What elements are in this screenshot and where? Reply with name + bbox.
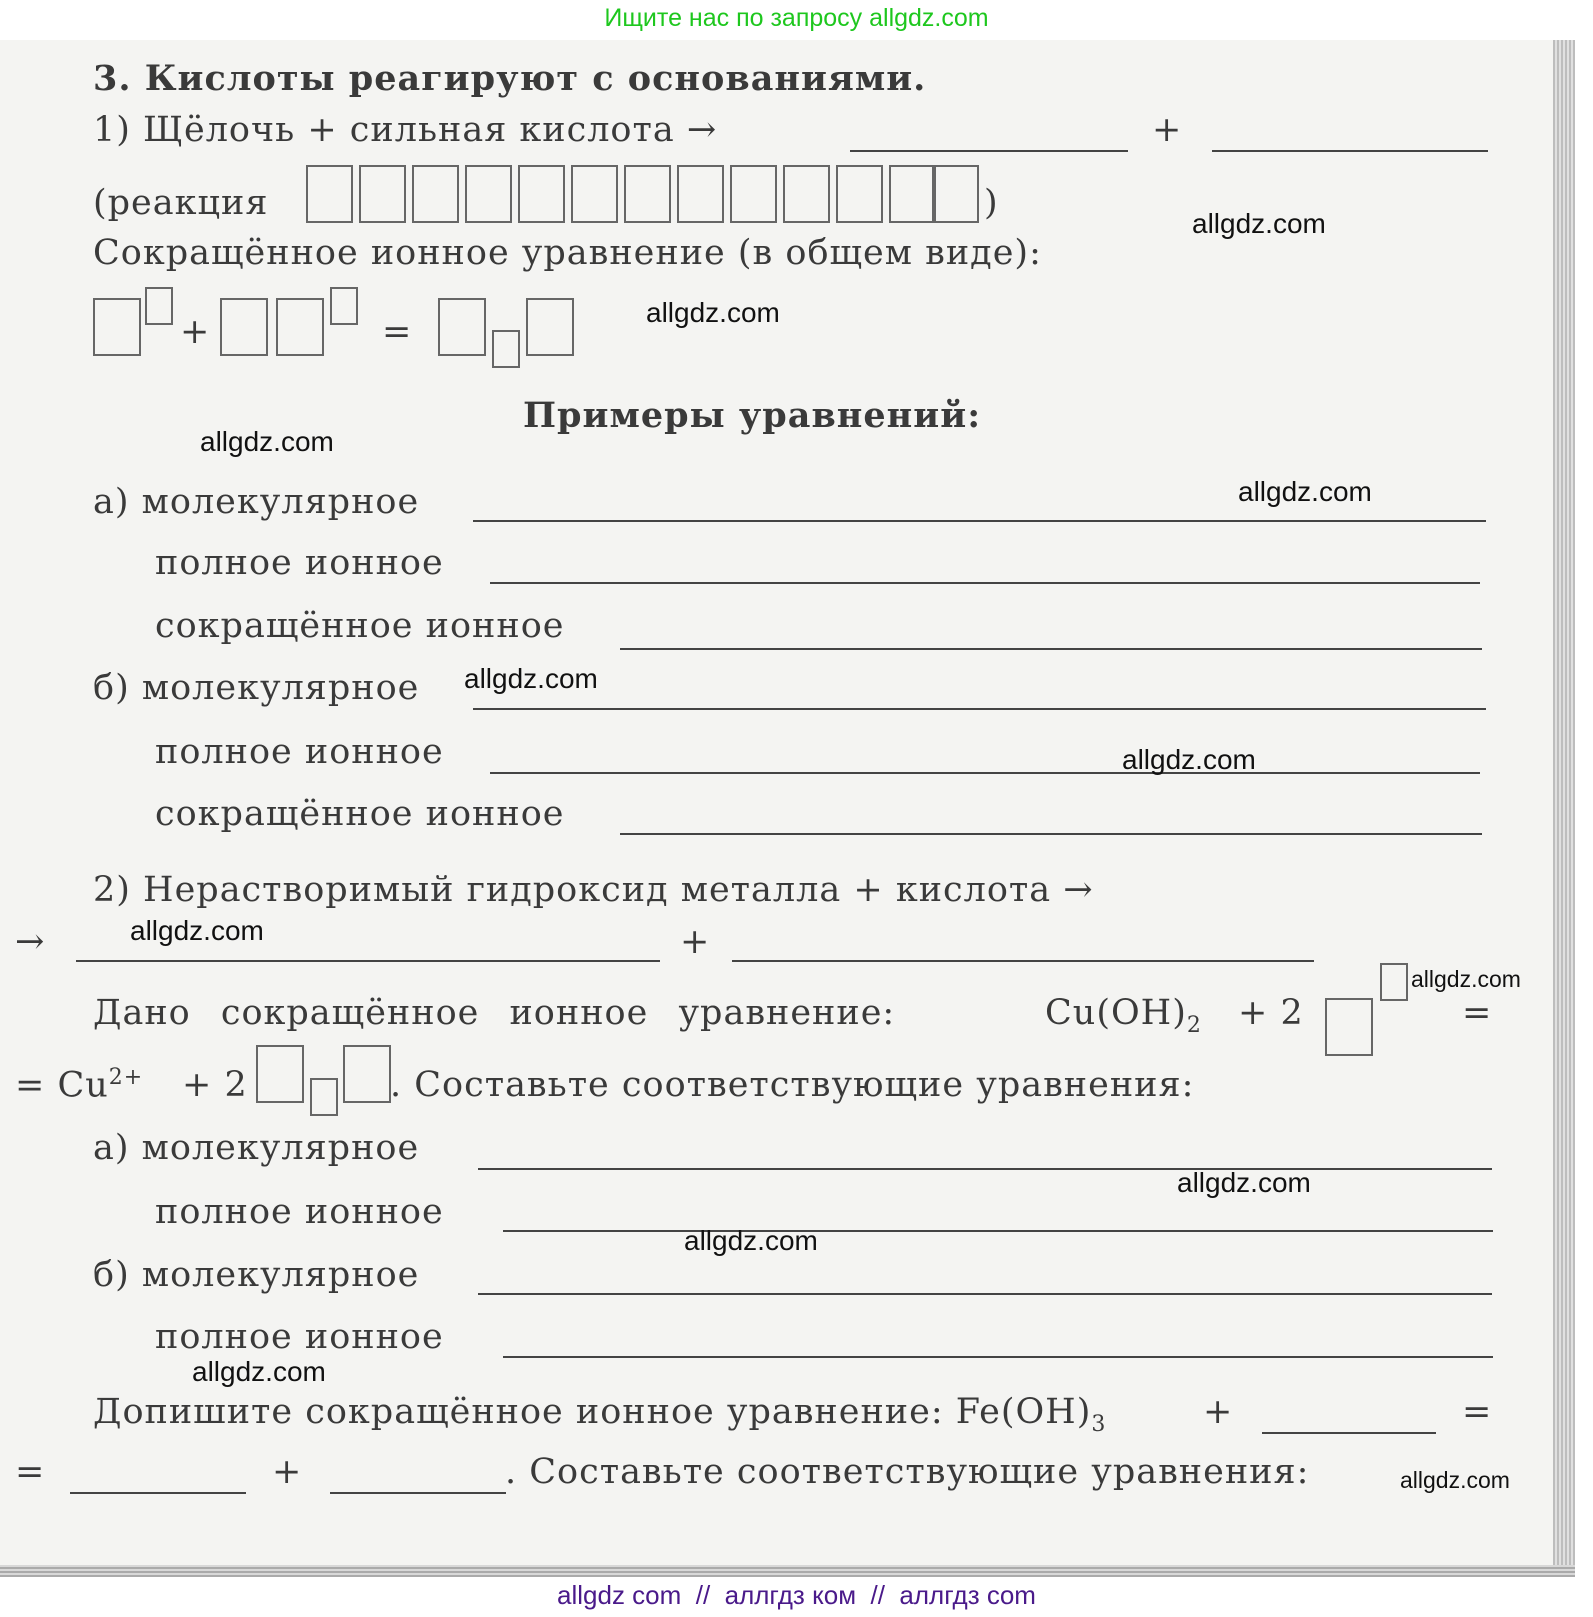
watermark: allgdz.com bbox=[1177, 1167, 1311, 1198]
item1-scheme: 1) Щёлочь + сильная кислота → bbox=[93, 110, 718, 150]
complete-label bbox=[93, 1392, 1106, 1437]
letter-box[interactable] bbox=[624, 165, 671, 223]
letter-box[interactable] bbox=[783, 165, 830, 223]
answer-line[interactable] bbox=[478, 1293, 1492, 1295]
charge-box[interactable] bbox=[145, 287, 173, 325]
watermark: allgdz.com bbox=[192, 1356, 326, 1387]
footer-banner bbox=[0, 1575, 1593, 1615]
label-a-short-ionic: сокращённое ионное bbox=[155, 606, 565, 646]
index-box[interactable] bbox=[310, 1078, 338, 1116]
index-box[interactable] bbox=[492, 330, 520, 368]
compose-instruction: . Составьте соответствующие уравнения: bbox=[505, 1452, 1310, 1492]
equals-sign: = bbox=[382, 312, 413, 352]
answer-line[interactable] bbox=[503, 1356, 1493, 1358]
given-plus-coeff: + 2 bbox=[1238, 993, 1304, 1033]
letter-box[interactable] bbox=[465, 165, 512, 223]
element-box[interactable] bbox=[256, 1045, 304, 1103]
letter-box[interactable] bbox=[889, 165, 936, 223]
formula-cu: = Cu bbox=[15, 1065, 109, 1106]
page-edge bbox=[1553, 40, 1575, 1575]
letter-box[interactable] bbox=[836, 165, 883, 223]
subscript: 2 bbox=[1186, 1013, 1202, 1038]
ion-box[interactable] bbox=[93, 298, 141, 356]
letter-box[interactable] bbox=[730, 165, 777, 223]
formula-cu-oh: Cu(OH) bbox=[1045, 993, 1187, 1033]
letter-box[interactable] bbox=[518, 165, 565, 223]
item2-scheme: 2) Нерастворимый гидроксид металла + кислота → bbox=[93, 870, 1094, 910]
reaction-label: (реакция bbox=[93, 183, 269, 223]
label-b-short-ionic: сокращённое ионное bbox=[155, 794, 565, 834]
ionic-label: Сокращённое ионное уравнение (в общем виде): bbox=[93, 233, 1042, 273]
given-lhs bbox=[1045, 993, 1202, 1038]
charge-box[interactable] bbox=[1380, 963, 1408, 1001]
label-b-molecular: б) молекулярное bbox=[93, 1255, 420, 1295]
answer-line[interactable] bbox=[732, 960, 1314, 962]
reaction-close: ) bbox=[984, 183, 999, 223]
element-box[interactable] bbox=[526, 298, 574, 356]
watermark: allgdz.com bbox=[1400, 1467, 1510, 1493]
subscript: 3 bbox=[1091, 1412, 1107, 1437]
ion-box[interactable] bbox=[1325, 998, 1373, 1056]
plus-sign: + bbox=[180, 312, 211, 352]
label-a-full-ionic: полное ионное bbox=[155, 1192, 444, 1232]
compose-instruction: . Составьте соответствующие уравнения: bbox=[390, 1065, 1195, 1105]
given-label: Дано сокращённое ионное уравнение: bbox=[93, 993, 896, 1033]
plus-sign: + bbox=[680, 922, 711, 962]
letter-box[interactable] bbox=[677, 165, 724, 223]
label-b-full-ionic: полное ионное bbox=[155, 732, 444, 772]
complete-text: Допишите сокращённое ионное уравнение: Fe(OH) bbox=[93, 1392, 1092, 1432]
superscript: 2+ bbox=[108, 1065, 144, 1090]
letter-box[interactable] bbox=[571, 165, 618, 223]
footer-text: allgdz com // аллгдз ком // аллгдз com bbox=[557, 1580, 1036, 1610]
letter-box[interactable] bbox=[306, 165, 353, 223]
watermark: allgdz.com bbox=[464, 663, 598, 694]
examples-title: Примеры уравнений: bbox=[523, 395, 982, 436]
plus-sign: + bbox=[272, 1452, 303, 1492]
equals-sign: = bbox=[1462, 993, 1493, 1033]
letter-box[interactable] bbox=[412, 165, 459, 223]
answer-line[interactable] bbox=[620, 833, 1482, 835]
equals-sign: = bbox=[15, 1452, 46, 1492]
answer-line[interactable] bbox=[70, 1492, 246, 1494]
charge-box[interactable] bbox=[330, 287, 358, 325]
top-banner bbox=[0, 0, 1593, 40]
label-a-molecular: а) молекулярное bbox=[93, 1128, 420, 1168]
banner-text: Ищите нас по запросу allgdz.com bbox=[604, 4, 989, 32]
watermark: allgdz.com bbox=[200, 426, 334, 457]
answer-line[interactable] bbox=[473, 708, 1486, 710]
label-b-molecular: б) молекулярное bbox=[93, 668, 420, 708]
arrow: → bbox=[15, 922, 46, 962]
label-b-full-ionic: полное ионное bbox=[155, 1317, 444, 1357]
answer-line[interactable] bbox=[1262, 1432, 1436, 1434]
answer-line[interactable] bbox=[503, 1230, 1493, 1232]
answer-line[interactable] bbox=[330, 1492, 506, 1494]
letter-box[interactable] bbox=[932, 165, 979, 223]
element-box[interactable] bbox=[343, 1045, 391, 1103]
ion-box[interactable] bbox=[276, 298, 324, 356]
plus-sign: + bbox=[1152, 110, 1183, 150]
answer-line[interactable] bbox=[478, 1168, 1492, 1170]
answer-line[interactable] bbox=[850, 150, 1128, 152]
answer-line[interactable] bbox=[473, 520, 1486, 522]
watermark: allgdz.com bbox=[1122, 744, 1256, 775]
watermark: allgdz.com bbox=[684, 1225, 818, 1256]
ion-box[interactable] bbox=[220, 298, 268, 356]
equals-sign: = bbox=[1462, 1392, 1493, 1432]
rhs-cu bbox=[15, 1065, 143, 1106]
letter-box[interactable] bbox=[359, 165, 406, 223]
label-a-molecular: а) молекулярное bbox=[93, 482, 420, 522]
section-title: 3. Кислоты реагируют с основаниями. bbox=[93, 58, 927, 99]
answer-line[interactable] bbox=[620, 648, 1482, 650]
element-box[interactable] bbox=[438, 298, 486, 356]
watermark: allgdz.com bbox=[130, 915, 264, 946]
label-a-full-ionic: полное ионное bbox=[155, 543, 444, 583]
watermark: allgdz.com bbox=[1411, 966, 1521, 992]
answer-line[interactable] bbox=[490, 772, 1480, 774]
answer-line[interactable] bbox=[1212, 150, 1488, 152]
watermark: allgdz.com bbox=[646, 297, 780, 328]
watermark: allgdz.com bbox=[1192, 208, 1326, 239]
watermark: allgdz.com bbox=[1238, 476, 1372, 507]
plus-sign: + bbox=[1203, 1392, 1234, 1432]
answer-line[interactable] bbox=[490, 582, 1480, 584]
answer-line[interactable] bbox=[76, 960, 660, 962]
rhs-plus-coeff: + 2 bbox=[182, 1065, 248, 1105]
